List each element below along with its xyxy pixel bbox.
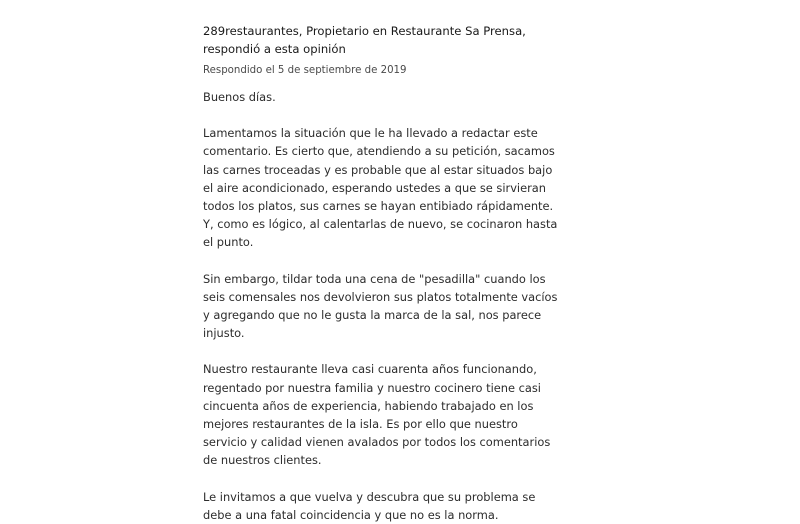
response-date: Respondido el 5 de septiembre de 2019 <box>203 65 407 76</box>
response-greeting: Buenos días. <box>203 90 276 104</box>
response-heading: 289restaurantes, Propietario en Restaurante Sa Prensa, respondió a esta opinión <box>203 24 526 56</box>
response-paragraph: Lamentamos la situación que le ha llevado a redactar este comentario. Es cierto que, atendiendo a su petición, sacamos las carnes troceadas y es probable que al estar situados bajo el aire acondicionado, esperando ustedes a que se sirvieran todos los platos, sus carnes se hayan entibiado rápidamente. Y, como es lógico, al calentarlas de nuevo, se cocinaron hasta el punto. <box>203 126 558 250</box>
response-paragraph: Nuestro restaurante lleva casi cuarenta años funcionando, regentado por nuestra familia y nuestro cocinero tiene casi cincuenta años de experiencia, habiendo trabajado en los mejores restaurantes de la isla. Es por ello que nuestro servicio y calidad vienen avalados por todos los comentarios de nuestros clientes. <box>203 362 551 468</box>
response-paragraph: Le invitamos a que vuelva y descubra que su problema se debe a una fatal coincidencia y que no es la norma. <box>203 489 536 522</box>
owner-response <box>203 22 563 524</box>
response-paragraph: Sin embargo, tildar toda una cena de "pesadilla" cuando los seis comensales nos devolvieron sus platos totalmente vacíos y agregando que no le gusta la marca de la sal, nos parece injusto. <box>203 271 558 341</box>
